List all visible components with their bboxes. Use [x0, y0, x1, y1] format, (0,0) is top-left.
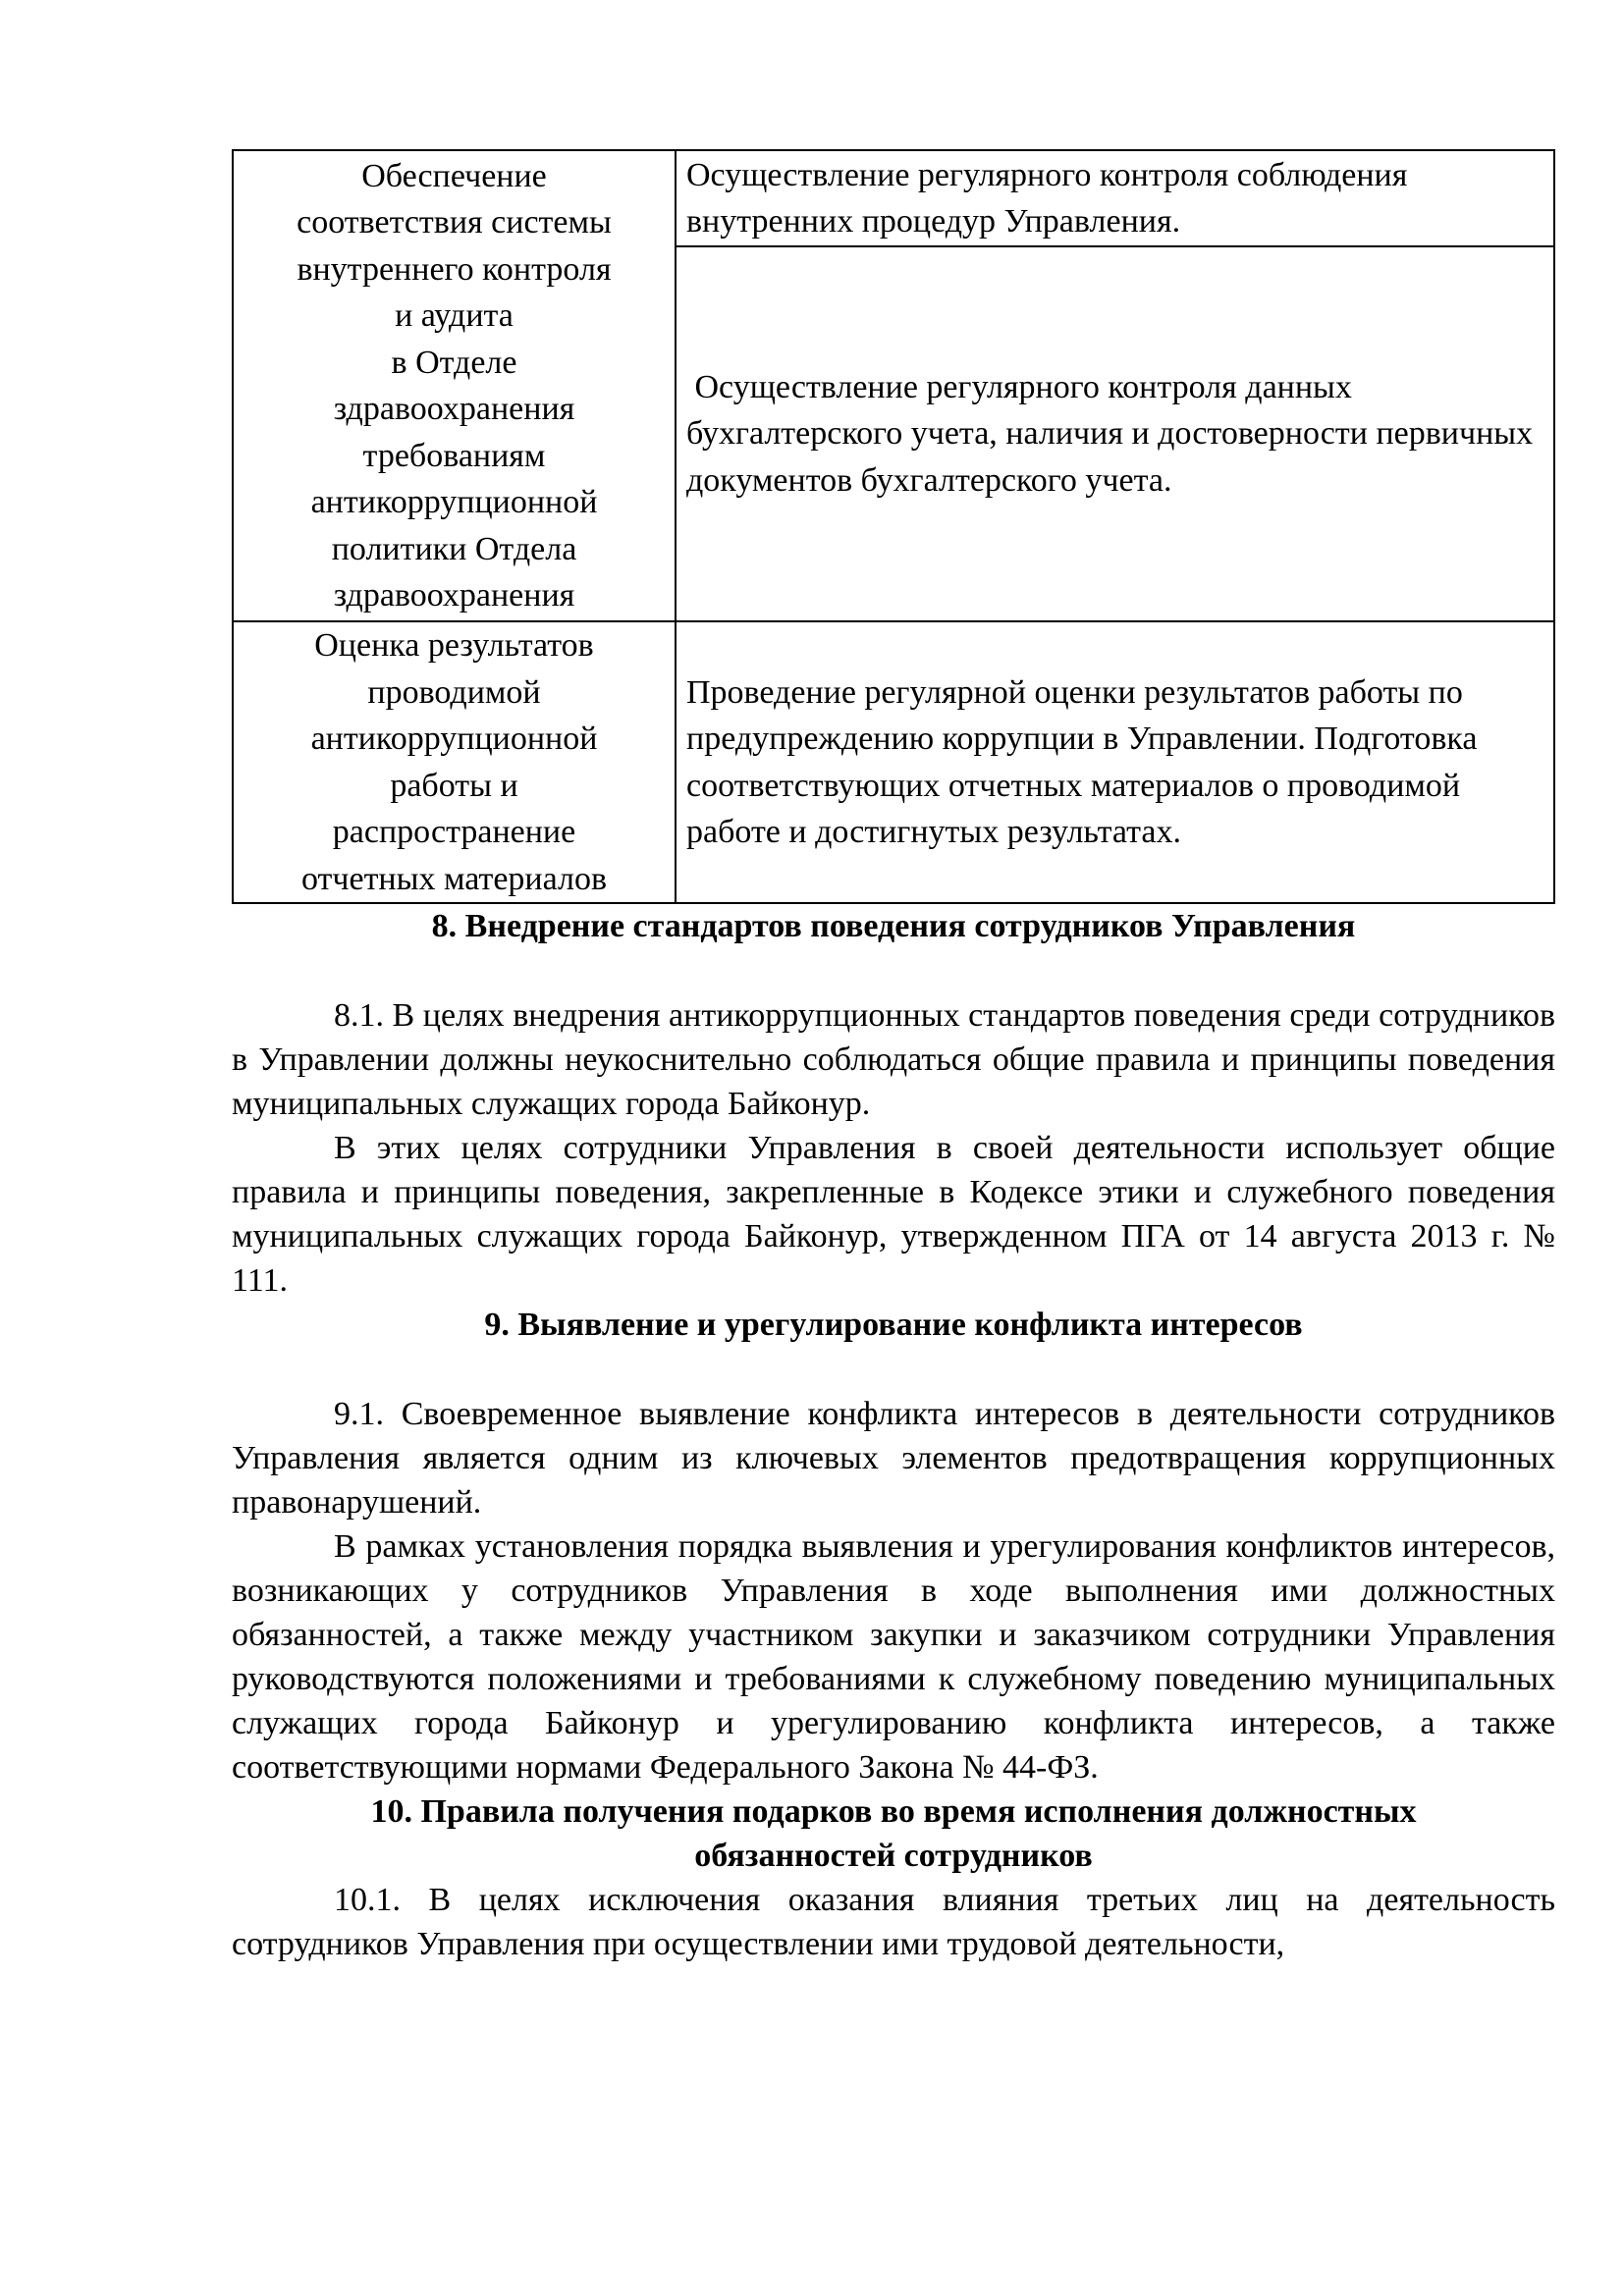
section-10-paragraph-1: 10.1. В целях исключения оказания влияния третьих лиц на деятельность сотрудников Управления при осуществлении ими трудовой деятельности,	[232, 1882, 1555, 1962]
section-9-paragraph-1: 9.1. Своевременное выявление конфликта интересов в деятельности сотрудников Управления является одним из ключевых элементов предотвращения коррупционных правонарушений.	[232, 1396, 1555, 1521]
document-page	[232, 149, 1555, 1966]
table-cell-measure	[676, 246, 1554, 621]
table-cell-task	[233, 621, 676, 903]
cell-text: Обеспечение соответствия системы внутреннего контроля и аудита в Отделе здравоохранения требованиям антикоррупционной политики Отдела здравоохранения	[297, 157, 612, 614]
section-8-paragraph-2: В этих целях сотрудники Управления в своей деятельности использует общие правила и принципы поведения, закрепленные в Кодексе этики и служебного поведения муниципальных служащих города Байконур, утвержденном ПГА от 14 августа 2013 г. № 111.	[232, 1130, 1555, 1299]
section-8-paragraph-1: 8.1. В целях внедрения антикоррупционных стандартов поведения среди сотрудников в Управлении должны неукоснительно соблюдаться общие правила и принципы поведения муниципальных служащих города Байконур.	[232, 997, 1555, 1122]
section-9-paragraph-2: В рамках установления порядка выявления и урегулирования конфликтов интересов, возникающих у сотрудников Управления в ходе выполнения ими должностных обязанностей, а также между участником закупки и заказчиком сотрудники Управления руководствуются положениями и требованиями к служебному поведению муниципальных служащих города Байконур и урегулированию конфликта интересов, а также соответствующими нормами Федерального Закона № 44-ФЗ.	[232, 1528, 1555, 1786]
table-cell-measure	[676, 621, 1554, 903]
section-9-heading: 9. Выявление и урегулирование конфликта интересов	[484, 1307, 1303, 1343]
table-cell-measure	[676, 150, 1554, 246]
cell-text: Осуществление регулярного контроля данных бухгалтерского учета, наличия и достоверности первичных документов бухгалтерского учета.	[686, 368, 1542, 499]
cell-text: Проведение регулярной оценки результатов работы по предупреждению коррупции в Управлении. Подготовка соответствующих отчетных материалов о проводимой работе и достигнутых результатах.	[686, 673, 1478, 850]
section-10-heading-line-1: 10. Правила получения подарков во время исполнения должностных	[370, 1793, 1417, 1830]
table-cell-task	[233, 150, 676, 621]
cell-text: Оценка результатов проводимой антикоррупционной работы и распространение отчетных материалов	[300, 627, 608, 897]
section-8-heading: 8. Внедрение стандартов поведения сотрудников Управления	[431, 908, 1356, 944]
section-10-heading-line-2: обязанностей сотрудников	[694, 1838, 1093, 1874]
measures-table	[232, 149, 1555, 904]
table-row	[233, 621, 1554, 903]
table-row	[233, 150, 1554, 246]
cell-text: Осуществление регулярного контроля соблюдения внутренних процедур Управления.	[686, 156, 1408, 240]
